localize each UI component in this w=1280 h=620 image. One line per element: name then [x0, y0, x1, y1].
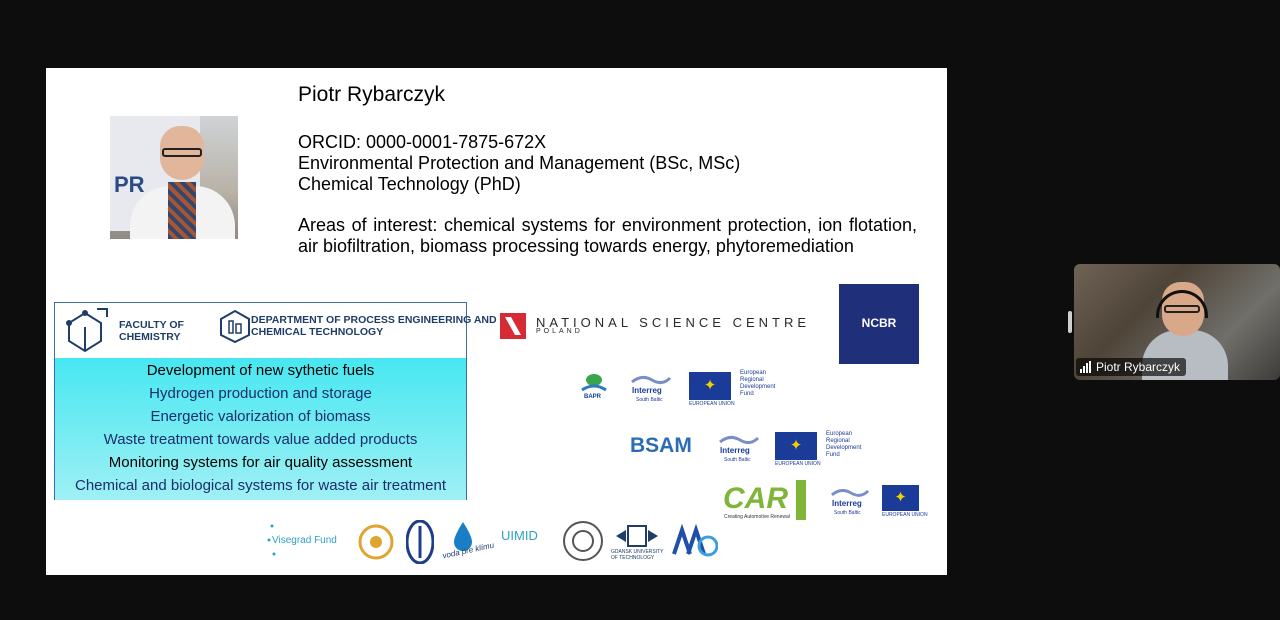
- interreg-sublabel-3: South Baltic: [834, 510, 861, 516]
- participant-name-label: [1076, 358, 1186, 376]
- faculty-label: FACULTY OF CHEMISTRY: [119, 319, 184, 343]
- research-item: Hydrogen production and storage: [149, 385, 372, 402]
- voda-logo-text: voda pre klímu: [441, 540, 495, 561]
- eu-label-3: EUROPEAN UNION: [882, 512, 928, 518]
- car-sublabel: Creating Automotive Renewal: [724, 514, 790, 520]
- slide-orcid: ORCID: 0000-0001-7875-672X: [298, 132, 547, 152]
- participant-name: Piotr Rybarczyk: [1096, 360, 1181, 374]
- audio-signal-icon: [1080, 361, 1092, 373]
- interreg-wave-icon-3: [830, 485, 870, 499]
- photo-shirt: [168, 182, 196, 239]
- research-item: Waste treatment towards value added products: [103, 431, 418, 448]
- department-label: DEPARTMENT OF PROCESS ENGINEERING AND CHEMICAL TECHNOLOGY: [251, 314, 497, 338]
- department-header: [55, 303, 497, 358]
- ncbr-logo: NCBR: [839, 284, 919, 364]
- department-icon: [219, 309, 251, 343]
- bsam-logo: BSAM: [630, 434, 692, 457]
- university-seal-icon: [562, 520, 604, 562]
- eu-flag-icon-3: ✦: [882, 485, 919, 511]
- car-bar-icon: [796, 480, 806, 520]
- eu-flag-icon-2: ✦: [775, 432, 817, 460]
- interreg-label: Interreg: [632, 386, 662, 395]
- interreg-sublabel-2: South Baltic: [724, 457, 751, 463]
- eu-label-2: EUROPEAN UNION: [775, 461, 821, 467]
- ncn-title: NATIONAL SCIENCE CENTRE: [536, 315, 811, 330]
- bapr-label: BAPR: [584, 394, 602, 400]
- presenter-photo: [110, 116, 238, 239]
- gdansk-crest-icon: [614, 524, 660, 548]
- ncn-logo-icon: [500, 313, 526, 339]
- visegrad-dots-icon: [266, 523, 278, 559]
- interreg-wave-icon: [630, 372, 672, 386]
- erdf-label-2: European Regional Development Fund: [826, 431, 862, 458]
- visegrad-fund-logo: Visegrad Fund: [272, 535, 337, 546]
- partner-emblem-icon: [406, 520, 434, 564]
- interreg-label-2: Interreg: [720, 446, 750, 455]
- partner-sun-logo-icon: [356, 522, 396, 562]
- shared-slide: [46, 68, 947, 575]
- eu-flag-icon: ✦: [689, 372, 731, 400]
- research-item: Monitoring systems for air quality assessment: [108, 454, 413, 471]
- erdf-label: European Regional Development Fund: [740, 370, 776, 397]
- slide-areas-of-interest: Areas of interest: chemical systems for environment protection, ion flotation, air biofiltration, biomass processing towards energy, phytoremediation: [298, 215, 917, 256]
- department-box: [54, 302, 497, 500]
- video-tile-drag-handle[interactable]: [1068, 311, 1072, 333]
- research-item: Chemical and biological systems for waste air treatment: [75, 477, 446, 494]
- slide-program-2: Chemical Technology (PhD): [298, 174, 521, 194]
- interreg-label-3: Interreg: [832, 499, 862, 508]
- uimid-logo: UIMID: [501, 528, 538, 543]
- slide-name: Piotr Rybarczyk: [298, 83, 446, 106]
- interreg-sublabel: South Baltic: [636, 397, 663, 403]
- gdansk-label: GDANSK UNIVERSITY OF TECHNOLOGY: [611, 549, 664, 561]
- research-list: [55, 358, 466, 500]
- photo-glasses: [162, 148, 202, 157]
- research-item: Development of new sythetic fuels: [146, 362, 375, 379]
- interreg-wave-icon-2: [718, 432, 760, 446]
- car-logo: CAR: [723, 482, 788, 515]
- research-item: Energetic valorization of biomass: [150, 408, 371, 425]
- partner-blue-logo-icon: [670, 524, 718, 560]
- ncn-subtitle: POLAND: [536, 328, 583, 335]
- photo-poster-text: PR: [114, 172, 145, 197]
- eu-label: EUROPEAN UNION: [689, 401, 735, 407]
- faculty-of-chemistry-icon: [61, 307, 109, 353]
- slide-program-1: Environmental Protection and Management (BSc, MSc): [298, 153, 741, 173]
